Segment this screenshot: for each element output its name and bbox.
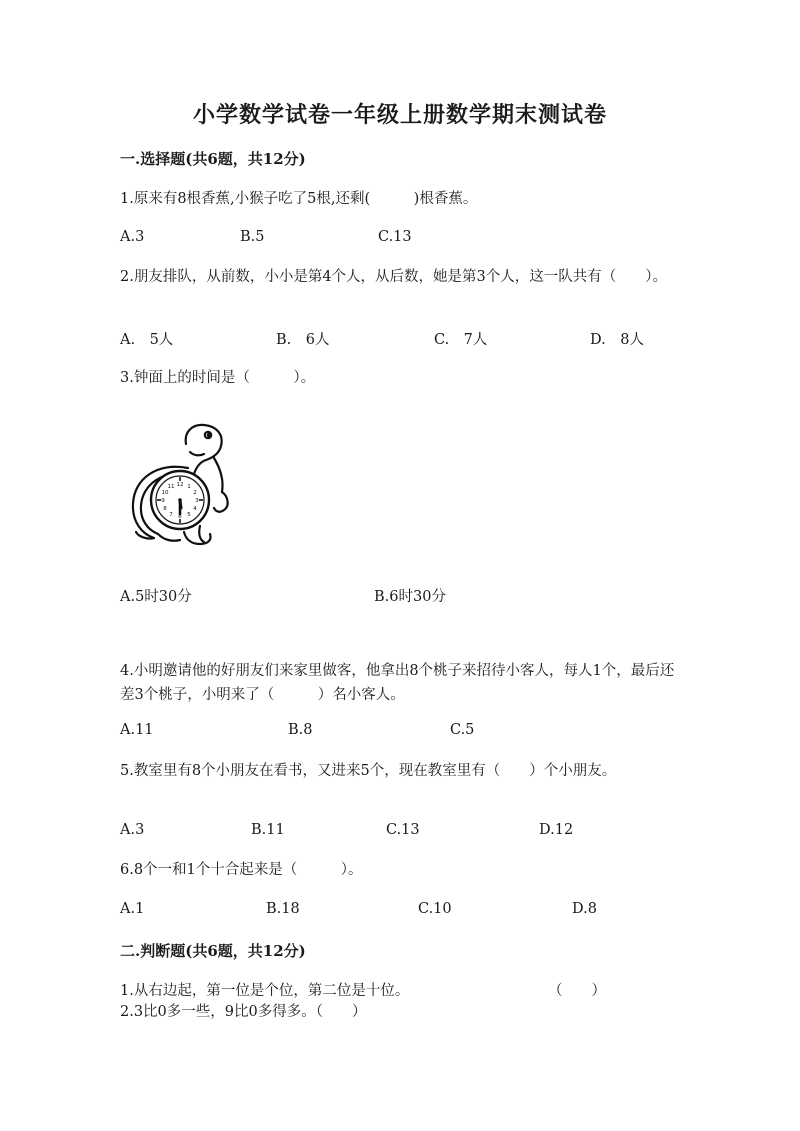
- option-6c[interactable]: C.10: [418, 901, 452, 917]
- options-4: [120, 722, 680, 744]
- svg-text:11: 11: [167, 484, 175, 490]
- svg-text:6: 6: [178, 514, 182, 520]
- turtle-clock-icon: [128, 422, 230, 546]
- option-4b[interactable]: B.8: [288, 722, 313, 738]
- option-3a[interactable]: A.5时30分: [120, 589, 192, 605]
- question-2: 2.朋友排队，从前数，小小是第4个人，从后数，她是第3个人，这一队共有（ ）。: [120, 269, 668, 285]
- svg-text:3: 3: [195, 498, 199, 504]
- option-3b[interactable]: B.6时30分: [374, 589, 446, 605]
- options-1: [120, 229, 680, 251]
- svg-text:9: 9: [161, 498, 165, 504]
- svg-text:7: 7: [169, 512, 173, 518]
- option-4a[interactable]: A.11: [120, 722, 154, 738]
- option-1b[interactable]: B.5: [240, 229, 265, 245]
- judge-answer-paren-1[interactable]: （ ）: [548, 983, 606, 999]
- options-6: [120, 901, 680, 923]
- question-6: 6.8个一和1个十合起来是（ ）。: [120, 862, 363, 878]
- option-1c[interactable]: C.13: [378, 229, 412, 245]
- option-6d[interactable]: D.8: [572, 901, 597, 917]
- option-5c[interactable]: C.13: [386, 822, 420, 838]
- svg-text:5: 5: [187, 512, 191, 518]
- section-header-choice: 一.选择题(共6题，共12分): [120, 150, 306, 168]
- option-5b[interactable]: B.11: [251, 822, 285, 838]
- option-2c[interactable]: C. 7人: [434, 332, 488, 348]
- option-4c[interactable]: C.5: [450, 722, 475, 738]
- svg-text:12: 12: [176, 482, 184, 488]
- option-6a[interactable]: A.1: [120, 901, 145, 917]
- judge-question-2: 2.3比0多一些，9比0多得多。（ ）: [120, 1004, 367, 1020]
- option-1a[interactable]: A.3: [120, 229, 145, 245]
- svg-text:2: 2: [193, 490, 197, 496]
- svg-text:10: 10: [161, 490, 169, 496]
- section-header-judge: 二.判断题(共6题，共12分): [120, 942, 306, 960]
- judge-question-1: 1.从右边起，第一位是个位，第二位是十位。: [120, 983, 410, 999]
- question-5: 5.教室里有8个小朋友在看书，又进来5个，现在教室里有（ ）个小朋友。: [120, 763, 617, 779]
- options-3: [120, 585, 680, 607]
- question-1: 1.原来有8根香蕉,小猴子吃了5根,还剩( )根香蕉。: [120, 191, 478, 207]
- page-title: 小学数学试卷一年级上册数学期末测试卷: [192, 102, 607, 128]
- option-5d[interactable]: D.12: [539, 822, 574, 838]
- svg-text:4: 4: [193, 506, 197, 512]
- svg-text:1: 1: [187, 484, 191, 490]
- option-5a[interactable]: A.3: [120, 822, 145, 838]
- question-3: 3.钟面上的时间是（ ）。: [120, 370, 316, 386]
- option-2b[interactable]: B. 6人: [276, 332, 330, 348]
- options-5: [120, 822, 680, 844]
- option-2d[interactable]: D. 8人: [590, 332, 644, 348]
- option-2a[interactable]: A. 5人: [120, 332, 174, 348]
- question-4: 4.小明邀请他的好朋友们来家里做客，他拿出8个桃子来招待小客人，每人1个，最后还差3个桃子，小明来了（ ）名小客人。: [120, 663, 675, 703]
- options-2: [120, 328, 680, 350]
- svg-text:8: 8: [163, 506, 167, 512]
- option-6b[interactable]: B.18: [266, 901, 300, 917]
